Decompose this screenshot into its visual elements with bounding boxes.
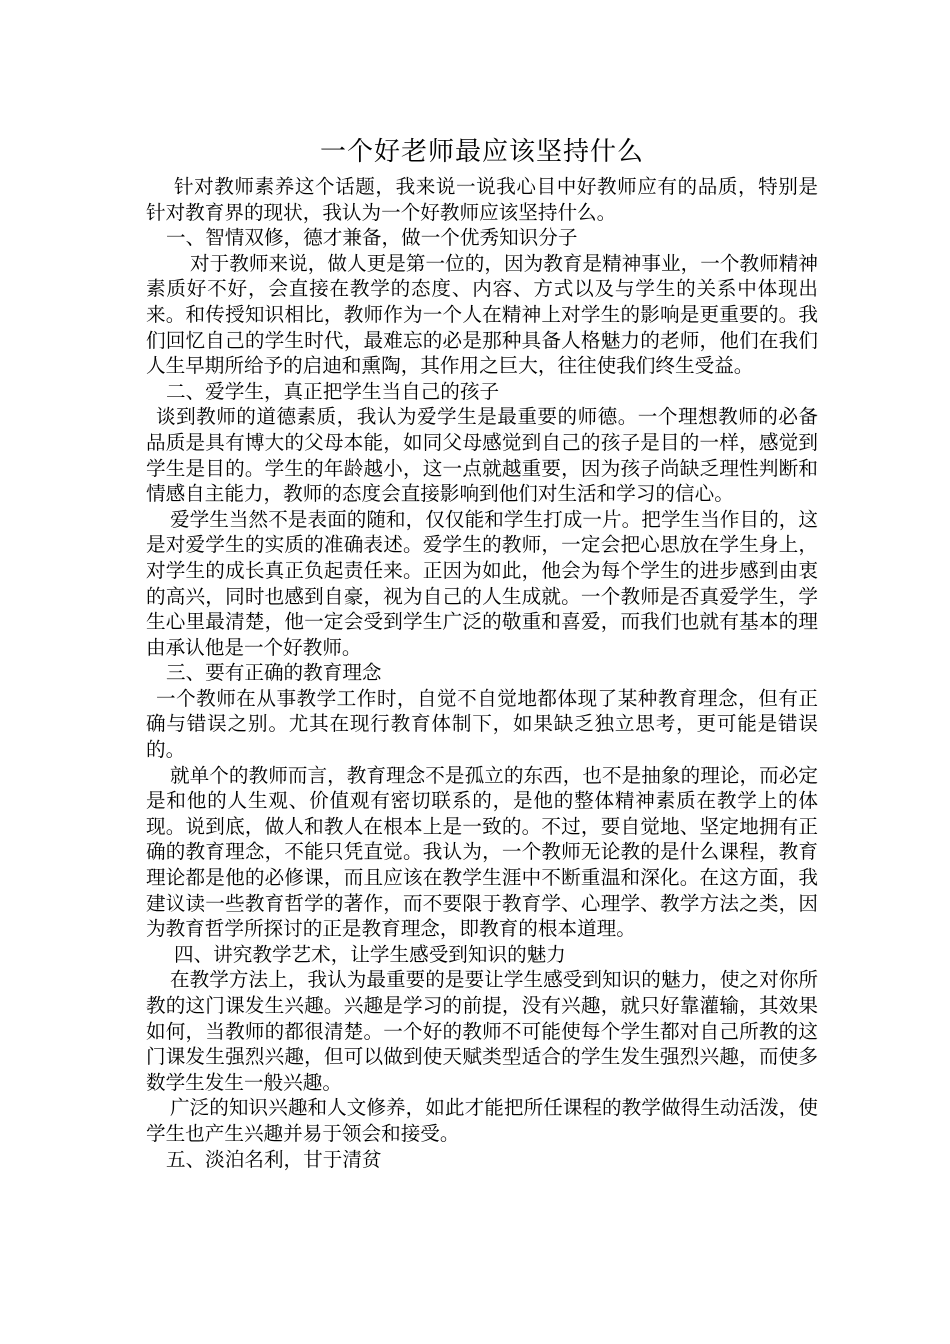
intro-paragraph: 针对教师素养这个话题，我来说一说我心目中好教师应有的品质，特别是针对教育界的现状，我认为一个好教师应该坚持什么。	[146, 175, 818, 224]
section-heading-3: 三、要有正确的教育理念	[166, 661, 382, 685]
section-4-paragraph-1: 在教学方法上，我认为最重要的是要让学生感受到知识的魅力，使之对你所教的这门课发生兴趣。兴趣是学习的前提，没有兴趣，就只好靠灌输，其效果如何，当教师的都很清楚。一个好的教师不可能使每个学生都对自己所教的这门课发生强烈兴趣，但可以做到使天赋类型适合的学生发生强烈兴趣，而使多数学生发生一般兴趣。	[146, 968, 818, 1094]
section-heading-1: 一、智情双修，德才兼备，做一个优秀知识分子	[166, 226, 578, 250]
section-heading-5: 五、淡泊名利，甘于清贫	[166, 1147, 382, 1171]
section-4-paragraph-2: 广泛的知识兴趣和人文修养，如此才能把所任课程的教学做得生动活泼，使学生也产生兴趣并易于领会和接受。	[146, 1096, 818, 1145]
section-heading-2: 二、爱学生，真正把学生当自己的孩子	[166, 379, 500, 403]
section-3-paragraph-2: 就单个的教师而言，教育理念不是孤立的东西，也不是抽象的理论，而必定是和他的人生观、价值观有密切联系的，是他的整体精神素质在教学上的体现。说到底，做人和教人在根本上是一致的。不过，要自觉地、坚定地拥有正确的教育理念，不能只凭直觉。我认为，一个教师无论教的是什么课程，教育理论都是他的必修课，而且应该在教学生涯中不断重温和深化。在这方面，我建议读一些教育哲学的著作，而不要限于教育学、心理学、教学方法之类，因为教育哲学所探讨的正是教育理念，即教育的根本道理。	[146, 763, 818, 941]
section-heading-4: 四、讲究教学艺术，让学生感受到知识的魅力	[174, 942, 566, 966]
section-2-paragraph-2: 爱学生当然不是表面的随和，仅仅能和学生打成一片。把学生当作目的，这是对爱学生的实质的准确表述。爱学生的教师，一定会把心思放在学生身上，对学生的成长真正负起责任来。正因为如此，他会为每个学生的进步感到由衷的高兴，同时也感到自豪，视为自己的人生成就。一个教师是否真爱学生，学生心里最清楚，他一定会受到学生广泛的敬重和喜爱，而我们也就有基本的理由承认他是一个好教师。	[146, 507, 818, 659]
section-1-paragraph-1: 对于教师来说，做人更是第一位的，因为教育是精神事业，一个教师精神素质好不好，会直接在教学的态度、内容、方式以及与学生的关系中体现出来。和传授知识相比，教师作为一个人在精神上对学生的影响是更重要的。我们回忆自己的学生时代，最难忘的必是那种具备人格魅力的老师，他们在我们人生早期所给予的启迪和熏陶，其作用之巨大，往往使我们终生受益。	[146, 251, 818, 378]
document-title: 一个好老师最应该坚持什么	[319, 137, 644, 167]
section-3-paragraph-1: 一个教师在从事教学工作时，自觉不自觉地都体现了某种教育理念，但有正确与错误之别。尤其在现行教育体制下，如果缺乏独立思考，更可能是错误的。	[146, 686, 818, 762]
section-2-paragraph-1: 谈到教师的道德素质，我认为爱学生是最重要的师德。一个理想教师的必备品质是具有博大的父母本能，如同父母感觉到自己的孩子是目的一样，感觉到学生是目的。学生的年龄越小，这一点就越重要，因为孩子尚缺乏理性判断和情感自主能力，教师的态度会直接影响到他们对生活和学习的信心。	[146, 405, 818, 506]
document-body	[146, 134, 818, 1172]
